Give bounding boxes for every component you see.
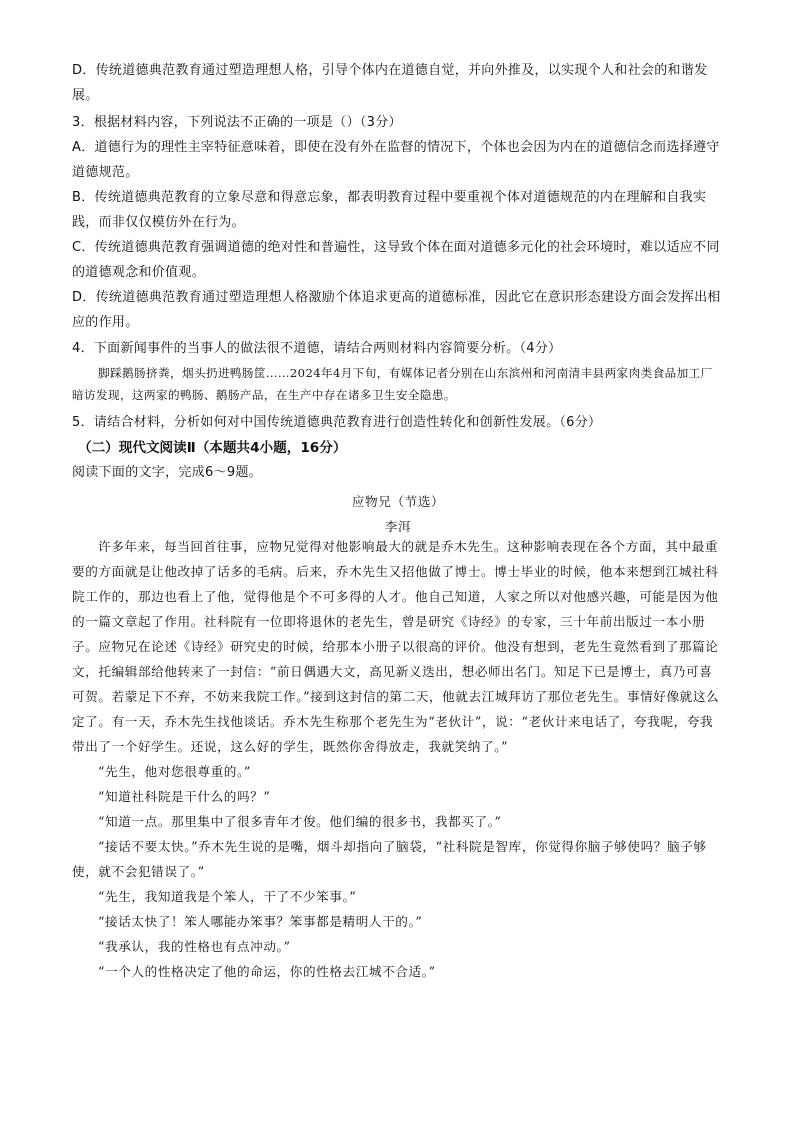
q4-news-material bbox=[72, 362, 724, 406]
section-heading: （二）现代文阅读Ⅱ（本题共4小题，16分） bbox=[78, 440, 347, 456]
section-2 bbox=[72, 436, 724, 539]
dialogue-line: “先生，他对您很尊重的。” bbox=[98, 764, 251, 779]
story-paragraph: 许多年来，每当回首往事，应物兄觉得对他影响最大的就是乔木先生。这种影响表现在各个方面，其中最重要的方面就是让他改掉了话多的毛病。后来，乔木先生又招他做了博士。博士毕业的时候，他本来想到江城社科院工作的，那边也看上了他，觉得他是个不可多得的人才。他自己知道，人家之所以对他感兴趣，可能是因为他的一篇文章起了作用。社科院有一位即将退休的老先生，曾是研究《诗经》的专家，三十年前出版过一本小册子。应物兄在论述《诗经》研究史的时候，给那本小册子以很高的评价。他没有想到，老先生竟然看到了那篇论文，托编辑部给他转来了一封信：“前日偶遇大文，高见新义迭出，想必师出名门。知足下已是博士，真乃可喜可贺。若蒙足下不弃，不妨来我院工作。”接到这封信的第二天，他就去江城拜访了那位老先生。事情好像就这么定了。有一天，乔木先生找他谈话。乔木先生称那个老先生为“老伙计”，说：“老伙计来电话了，夸我呢，夸我带出了一个好学生。还说，这么好的学生，既然你舍得放走，我就笑纳了。” bbox=[72, 539, 720, 754]
dialogue-line: “接话不要太快。”乔木先生说的是嘴，烟斗却指向了脑袋，“社科院是智库，你觉得你脑子够使吗？脑子够使，就不会犯错误了。” bbox=[72, 839, 707, 879]
q3-option-a: A．道德行为的理性主宰特征意味着，即使在没有外在监督的情况下，个体也会因为内在的道德信念而选择遵守道德规范。 bbox=[72, 140, 720, 180]
q3-option-c: C．传统道德典范教育强调道德的绝对性和普遍性，这导致个体在面对道德多元化的社会环境时，难以适应不同的道德观念和价值观。 bbox=[72, 240, 720, 280]
dialogue-line: “知道社科院是干什么的吗？” bbox=[98, 789, 271, 804]
q3-option-d: D．传统道德典范教育通过塑造理想人格激励个体追求更高的道德标准，因此它在意识形态建设方面会发挥出相应的作用。 bbox=[72, 290, 721, 330]
dialogue-line: “先生，我知道我是个笨人，干了不少笨事。” bbox=[98, 889, 357, 904]
story-title: 应物兄（节选） bbox=[351, 494, 445, 509]
section-instruction: 阅读下面的文字，完成6～9题。 bbox=[72, 465, 263, 480]
dialogue-line: “我承认，我的性格也有点冲动。” bbox=[98, 939, 291, 954]
question-5 bbox=[72, 410, 724, 435]
q3-option-b: B．传统道德典范教育的立象尽意和得意忘象，都表明教育过程中要重视个体对道德规范的内在理解和自我实践，而非仅仅模仿外在行为。 bbox=[72, 190, 707, 230]
dialogue-line: “知道一点。那里集中了很多青年才俊。他们编的很多书，我都买了。” bbox=[98, 814, 502, 829]
q2-option-d bbox=[72, 58, 724, 108]
dialogue-line: “接话太快了！笨人哪能办笨事？笨事都是精明人干的。” bbox=[98, 914, 423, 929]
q4-news-text: 脚踩鹅肠挤粪，烟头扔进鸭肠筐……2024年4月下旬，有媒体记者分别在山东滨州和河南清丰县两家肉类食品加工厂暗访发现，这两家的鸭肠、鹅肠产品，在生产中存在诸多卫生安全隐患。 bbox=[72, 366, 713, 402]
q4-stem: 4．下面新闻事件的当事人的做法很不道德，请结合两则材料内容简要分析。（4分） bbox=[72, 341, 562, 356]
question-3 bbox=[72, 110, 724, 335]
question-4 bbox=[72, 336, 724, 361]
dialogue-line: “一个人的性格决定了他的命运，你的性格去江城不合适。” bbox=[98, 964, 436, 979]
q2-option-d-text: D．传统道德典范教育通过塑造理想人格，引导个体内在道德自觉，并向外推及，以实现个人和社会的和谐发展。 bbox=[72, 63, 708, 103]
story-body bbox=[72, 534, 724, 984]
q3-stem: 3．根据材料内容，下列说法不正确的一项是（）（3分） bbox=[72, 115, 402, 130]
story-author: 李洱 bbox=[384, 519, 412, 534]
q5-stem: 5．请结合材料，分析如何对中国传统道德典范教育进行创造性转化和创新性发展。（6分） bbox=[72, 415, 602, 430]
